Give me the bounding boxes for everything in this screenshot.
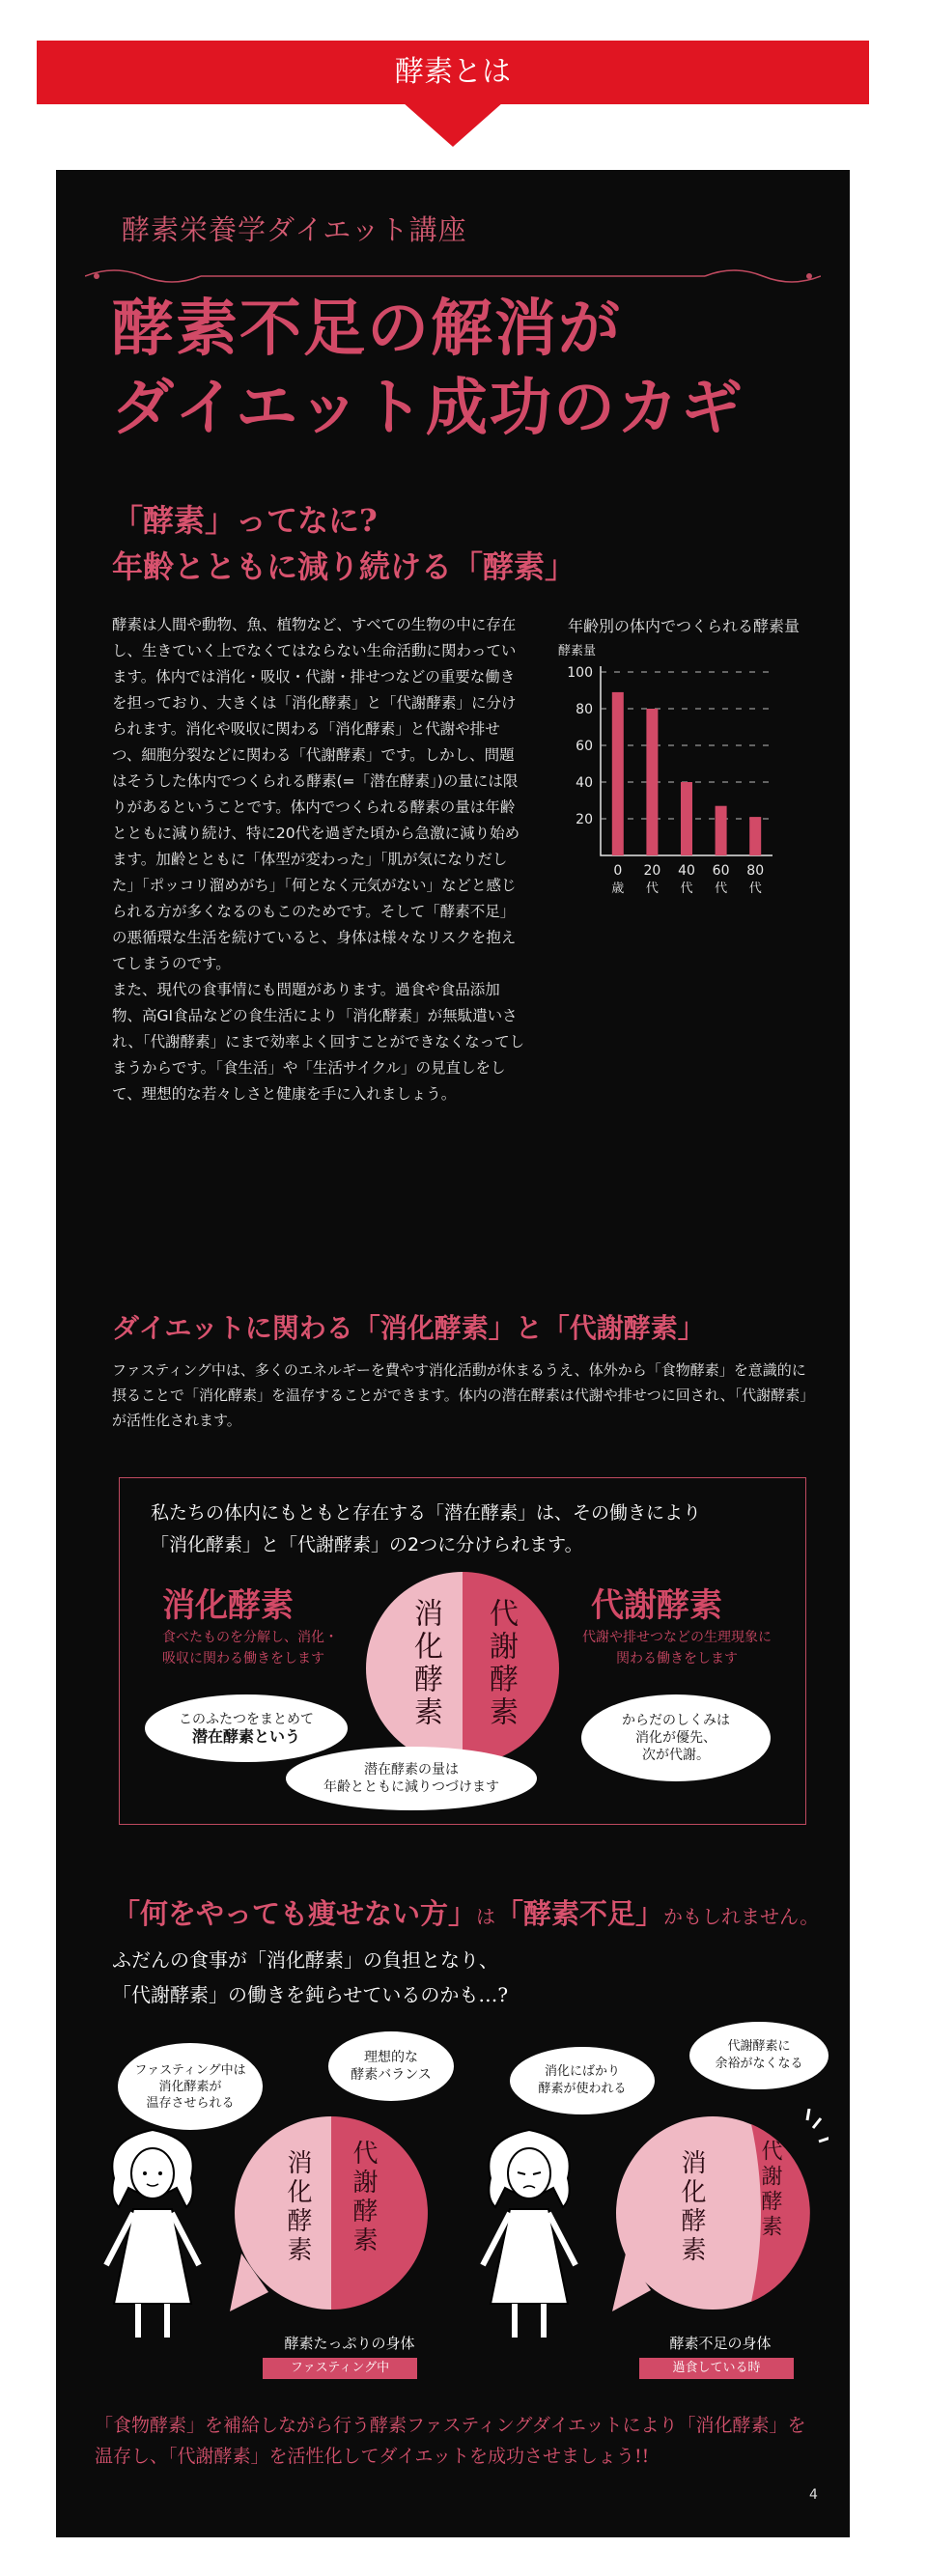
bubble-fasting-preserve [118,2043,263,2130]
right-desc-line: 代謝や排せつなどの生理現象に [582,1630,772,1645]
headline-line-2: ダイエット成功のカギ [112,372,744,444]
bubble-line: 余裕がなくなる [715,2057,803,2071]
left-circle-label-digest: 消化酵素 [283,2149,312,2265]
latent-enzyme-circle [361,1567,564,1770]
diagram-intro-line-2: 「消化酵素」と「代謝酵素」の2つに分けられます。 [151,1534,583,1555]
woman-figure-right [471,2120,587,2342]
bubble-line: 酵素が使われる [538,2082,627,2096]
section3-sub-line: 「代謝酵素」の働きを鈍らせているのかも…? [112,1983,509,2006]
right-caption: 酵素不足の身体 [669,2335,772,2352]
banner-pointer [403,102,503,147]
bubble-ideal-balance [328,2031,454,2101]
circle-left-label: 消化酵素 [408,1598,442,1729]
bubble-line: 年齢とともに減りつづけます [323,1779,499,1795]
section-banner [37,41,869,104]
headline-line-1: 酵素不足の解消が [112,293,622,365]
chart-title: 年齢別の体内でつくられる酵素量 [568,617,801,635]
chart-xtick-suffix: 代 [645,882,659,896]
left-circle-label-metab: 代謝酵素 [349,2140,378,2255]
bubble-line: からだのしくみは [622,1713,730,1728]
chart-bar [646,709,658,855]
chart-xtick-label: 20 [643,863,661,879]
right-desc-line: 関わる働きをします [616,1651,738,1666]
chart-ytick-label: 60 [576,739,593,754]
section3-sub-line: ふだんの食事が「消化酵素」の負担となり、 [112,1948,498,1972]
section1-heading-2: 年齢とともに減り続ける「酵素」 [112,548,576,585]
section1-body [112,612,529,1107]
section2-heading: ダイエットに関わる「消化酵素」と「代謝酵素」 [112,1312,705,1344]
chart-xtick-label: 0 [613,863,623,879]
left-enzyme-desc [162,1627,338,1669]
right-circle-label-digest: 消化酵素 [677,2149,706,2265]
bubble-line: 消化が優先、 [635,1730,716,1746]
imbalance-circle-right [606,2109,829,2321]
chart-ytick-label: 100 [567,665,593,681]
circle-right-label: 代謝酵素 [484,1598,518,1729]
woman-figure-left [95,2120,211,2342]
chart-bar [681,782,692,855]
enzyme-bar-chart [558,633,790,923]
chart-ytick-label: 80 [576,702,593,717]
chart-xtick-suffix: 代 [715,882,728,896]
page-number: 4 [809,2487,818,2503]
chart-xtick-label: 40 [678,863,695,879]
left-tag: ファスティング中 [263,2358,417,2379]
bubble-overuse-digestion [510,2047,655,2114]
section1-heading-1: 「酵素」ってなに? [112,502,378,539]
bubble-line: ファスティング中は [134,2062,246,2078]
section3-sub [112,1943,508,2012]
bubble-line: 次が代謝。 [642,1748,710,1763]
closing-line: 「食物酵素」を補給しながら行う酵素ファスティングダイエットにより「消化酵素」を [95,2415,806,2436]
section1-paragraph: また、現代の食事情にも問題があります。過食や食品添加物、高GI食品などの食生活により「消化酵素」が無駄遣いされ、「代謝酵素」にまで効率よく回すことができなくなってしまうからです。「食生活」や「生活サイクル」の見直しをして、理想的な若々しさと健康を手に入れましょう。 [112,981,525,1103]
closing-message [95,2410,809,2472]
right-enzyme-title: 代謝酵素 [591,1586,722,1625]
left-desc-line: 吸収に関わる働きをします [162,1651,324,1666]
ornament-divider [85,263,821,286]
chart-xtick-suffix: 代 [680,882,693,896]
banner-title: 酵素とは [395,55,511,89]
bubble-metabolic-shortage [689,2022,829,2089]
left-desc-line: 食べたものを分解し、消化・ [162,1630,338,1645]
section3-heading [112,1892,819,1932]
heading-part: 「酵素不足」 [495,1897,664,1930]
heading-part: 「何をやっても痩せない方」 [112,1897,477,1930]
section2-body: ファスティング中は、多くのエネルギーを費やす消化活動が休まるうえ、体外から「食物酵素」を意識的に摂ることで「消化酵素」を温存することができます。体内の潜在酵素は代謝や排せつに回され、「代謝酵素」が活性化されます。 [112,1361,807,1429]
chart-xtick-label: 80 [746,863,765,879]
chart-ytick-label: 20 [576,812,593,827]
series-title: 酵素栄養学ダイエット講座 [122,213,467,246]
chart-ylabel: 酵素量 [558,644,597,658]
left-enzyme-title: 消化酵素 [162,1586,294,1625]
bubble-line: 潜在酵素という [191,1727,300,1746]
right-tag: 過食している時 [639,2358,794,2379]
section1-paragraph: 酵素は人間や動物、魚、植物など、すべての生物の中に存在し、生きていく上でなくてはならない生命活動に関わっています。体内では消化・吸収・代謝・排せつなどの重要な働きを担っており、大きくは「消化酵素」と「代謝酵素」に分けられます。消化や吸収に関わる「消化酵素」と代謝や排せつ、細胞分裂などに関わる「代謝酵素」です。しかし、問題はそうした体内でつくられる酵素(=「潜在酵素」)の量には限りがあるということです。体内でつくられる酵素の量は年齢とともに減り続け、特に20代を過ぎた頃から急激に減り始めます。加齢とともに「体型が変わった」「肌が気になりだした」「ポッコリ溜めがち」「何となく元気がない」などと感じられる方が多くなるのもこのためです。そして「酵素不足」の悪循環な生活を続けていると、身体は様々なリスクを抱えてしまうのです。 [112,616,520,972]
diagram-intro [151,1498,701,1561]
main-headline [112,290,846,448]
chart-bar [749,817,761,855]
left-caption: 酵素たっぷりの身体 [284,2335,415,2352]
bubble-line: 温存させられる [146,2095,235,2111]
bubble-line: 消化酵素が [158,2079,222,2094]
balance-circle-left [230,2109,433,2321]
bubble-line: 潜在酵素の量は [364,1762,459,1778]
bubble-line: 理想的な [364,2050,418,2065]
bubble-line: 酵素バランス [351,2067,432,2083]
chart-ytick-label: 40 [576,775,593,791]
content-panel [56,170,850,2537]
bubble-decrease-with-age [286,1747,537,1810]
bubble-line: 代謝酵素に [727,2039,791,2054]
heading-part: かもしれません。 [663,1905,820,1928]
enzyme-diagram-box [119,1477,806,1825]
closing-line: 温存し、「代謝酵素」を活性化してダイエットを成功させましょう!! [95,2446,650,2467]
chart-xtick-suffix: 代 [748,882,762,896]
chart-bar [716,806,727,855]
bubble-digestion-priority [581,1694,771,1781]
heading-part: は [476,1905,496,1928]
chart-xtick-label: 60 [712,863,730,879]
right-enzyme-desc [566,1627,788,1669]
bubble-line: 消化にばかり [544,2064,620,2079]
bubble-line: このふたつをまとめて [179,1712,314,1727]
diagram-intro-line-1: 私たちの体内にもともと存在する「潜在酵素」は、その働きにより [151,1502,702,1524]
bubble-latent-definition [145,1694,348,1762]
right-circle-label-metab: 代謝酵素 [758,2140,782,2240]
chart-bar [612,692,624,855]
chart-xtick-suffix: 歳 [611,882,625,896]
